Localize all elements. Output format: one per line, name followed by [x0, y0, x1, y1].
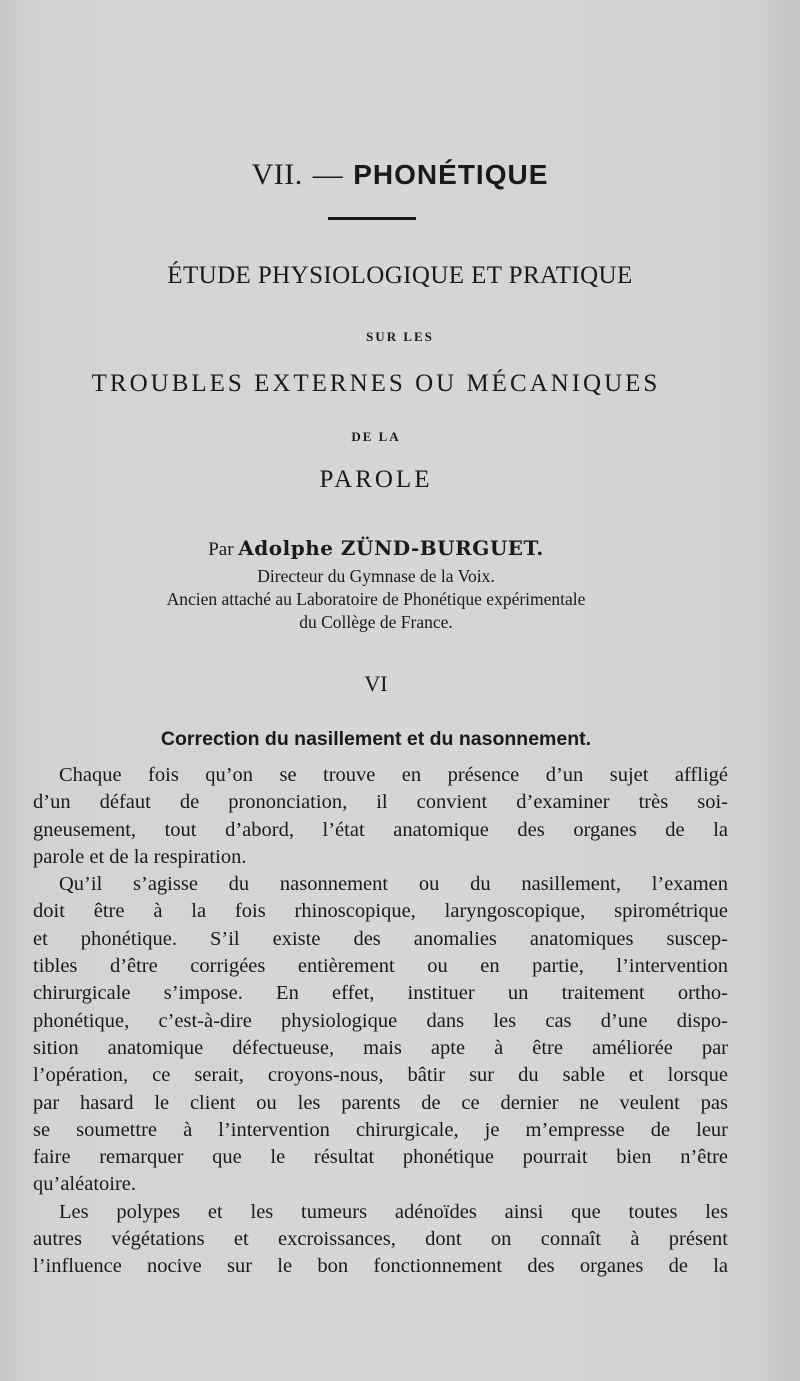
author-line — [0, 536, 752, 561]
title-line-1: ÉTUDE PHYSIOLOGIQUE ET PRATIQUE — [167, 262, 633, 289]
body-line: sition anatomique défectueuse, mais apte à être améliorée par — [33, 1036, 728, 1059]
body-line: gneusement, tout d’abord, l’état anatomique des organes de la — [33, 818, 728, 841]
chapter-title: PHONÉTIQUE — [353, 159, 549, 190]
section-heading: Correction du nasillement et du nasonnement. — [160, 728, 592, 750]
body-line: l’influence nocive sur le bon fonctionnement des organes de la — [33, 1255, 728, 1278]
section-number: VI — [364, 671, 388, 696]
body-line: et phonétique. S’il existe des anomalies anatomiques suscep- — [33, 927, 728, 950]
chapter-dash: — — [312, 158, 344, 191]
body-line: d’un défaut de prononciation, il convient d’examiner très soi- — [33, 791, 728, 814]
chapter-heading — [0, 158, 800, 192]
body-line: se soumettre à l’intervention chirurgicale, je m’empresse de leur — [33, 1118, 728, 1141]
author-affiliation-1: Directeur du Gymnase de la Voix. — [257, 566, 495, 586]
body-line: doit être à la fois rhinoscopique, laryngoscopique, spirométrique — [33, 900, 728, 923]
body-line: parole et de la respiration. — [33, 845, 247, 868]
body-line: Chaque fois qu’on se trouve en présence d’un sujet affligé — [59, 764, 728, 786]
body-line: faire remarquer que le résultat phonétique pourrait bien n’être — [33, 1146, 728, 1169]
title-sur-les: SUR LES — [366, 329, 434, 344]
body-line: par hasard le client ou les parents de ce dernier ne veulent pas — [33, 1091, 728, 1114]
chapter-number: VII. — [251, 158, 303, 191]
title-de-la: DE LA — [351, 429, 401, 444]
body-line: tibles d’être corrigées entièrement ou en partie, l’intervention — [33, 955, 728, 978]
author-affiliation-2: Ancien attaché au Laboratoire de Phonétique expérimentale — [166, 589, 586, 609]
body-line: chirurgicale s’impose. En effet, instituer un traitement ortho- — [33, 982, 728, 1005]
author-affiliation-3: du Collège de France. — [299, 612, 453, 632]
body-line: l’opération, ce serait, croyons-nous, bâtir sur du sable et lorsque — [33, 1064, 728, 1087]
author-name: Adolphe ZÜND-BURGUET. — [238, 536, 544, 560]
body-line: autres végétations et excroissances, dont on connaît à présent — [33, 1228, 728, 1251]
title-line-2: TROUBLES EXTERNES OU MÉCANIQUES — [91, 370, 661, 397]
body-line: Qu’il s’agisse du nasonnement ou du nasillement, l’examen — [59, 873, 728, 896]
author-par: Par — [208, 539, 234, 560]
title-line-3: PAROLE — [319, 466, 433, 493]
body-line: phonétique, c’est-à-dire physiologique dans les cas d’une dispo- — [33, 1009, 728, 1032]
body-line: Les polypes et les tumeurs adénoïdes ainsi que toutes les — [59, 1200, 728, 1223]
body-text — [33, 762, 728, 1281]
body-line: qu’aléatoire. — [33, 1173, 137, 1196]
title-rule — [328, 217, 416, 220]
